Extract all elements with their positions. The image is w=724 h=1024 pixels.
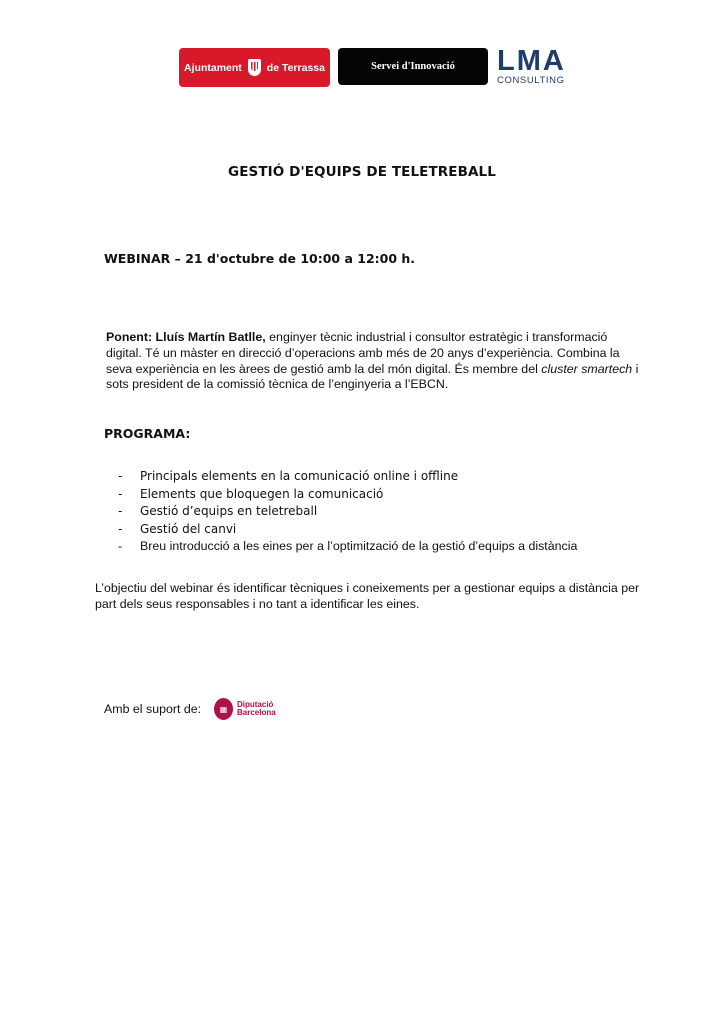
diputacio-barcelona-logo [214,698,276,720]
lma-consulting-logo [497,46,569,88]
programa-item-text: Principals elements en la comunicació online i offline [140,469,459,483]
lma-logo-sub: CONSULTING [497,75,565,86]
diputacio-logo-text [237,701,276,718]
ajuntament-logo-right-text: de Terrassa [266,61,325,74]
list-dash: - [118,521,123,536]
webinar-date-line: WEBINAR – 21 d'octubre de 10:00 a 12:00 h. [104,251,416,266]
servei-innovacio-text: Servei d'Innovació [371,61,455,72]
ponent-label: Ponent: Lluís Martín Batlle, [106,330,266,344]
ajuntament-terrassa-logo [179,48,330,87]
list-dash: - [118,469,123,483]
programa-item [118,538,577,556]
programa-item [118,486,577,504]
list-dash: - [118,539,123,554]
ponent-cluster: cluster smartech [541,361,633,376]
suport-label: Amb el suport de: [104,702,202,716]
diputacio-line1: Diputació [237,699,274,709]
diputacio-line2: Barcelona [237,708,276,717]
terrassa-shield-icon [248,59,261,76]
ponent-text-1: enginyer tècnic industrial i consultor estratègic i transformació digital. Té un màster en direcció d’operacions amb més de 20 anys d’experiència. Combina la seva experiència en les àrees de gestió amb la del món digital. És membre del [106,330,620,376]
programa-item-text: Gestió d’equips en teletreball [140,504,318,519]
diputacio-emblem-icon: ▦ [214,698,233,720]
programa-item [118,503,577,521]
objectiu-paragraph: L’objectiu del webinar és identificar tècniques i coneixements per a gestionar equips a distància per part dels seus responsables i no tant a identificar les eines. [95,581,640,611]
list-dash: - [118,486,123,501]
lma-logo-main: LMA [497,45,566,77]
programa-heading: PROGRAMA: [104,426,191,441]
programa-item-text: Breu introducció a les eines per a l’optimització de la gestió d’equips a distància [140,539,578,554]
programa-item [118,521,577,539]
ponent-paragraph [106,330,642,393]
programa-item-text: Elements que bloquegen la comunicació [140,486,384,501]
servei-innovacio-logo [338,48,488,85]
ponent-text-2: i sots president de la comissió tècnica de l’enginyeria a l’EBCN. [106,361,639,392]
document-title: GESTIÓ D'EQUIPS DE TELETREBALL [228,164,496,180]
programa-list [118,468,577,556]
programa-item-text: Gestió del canvi [140,521,237,536]
list-dash: - [118,504,123,519]
programa-item [118,468,577,486]
ajuntament-logo-left-text: Ajuntament [184,61,242,74]
